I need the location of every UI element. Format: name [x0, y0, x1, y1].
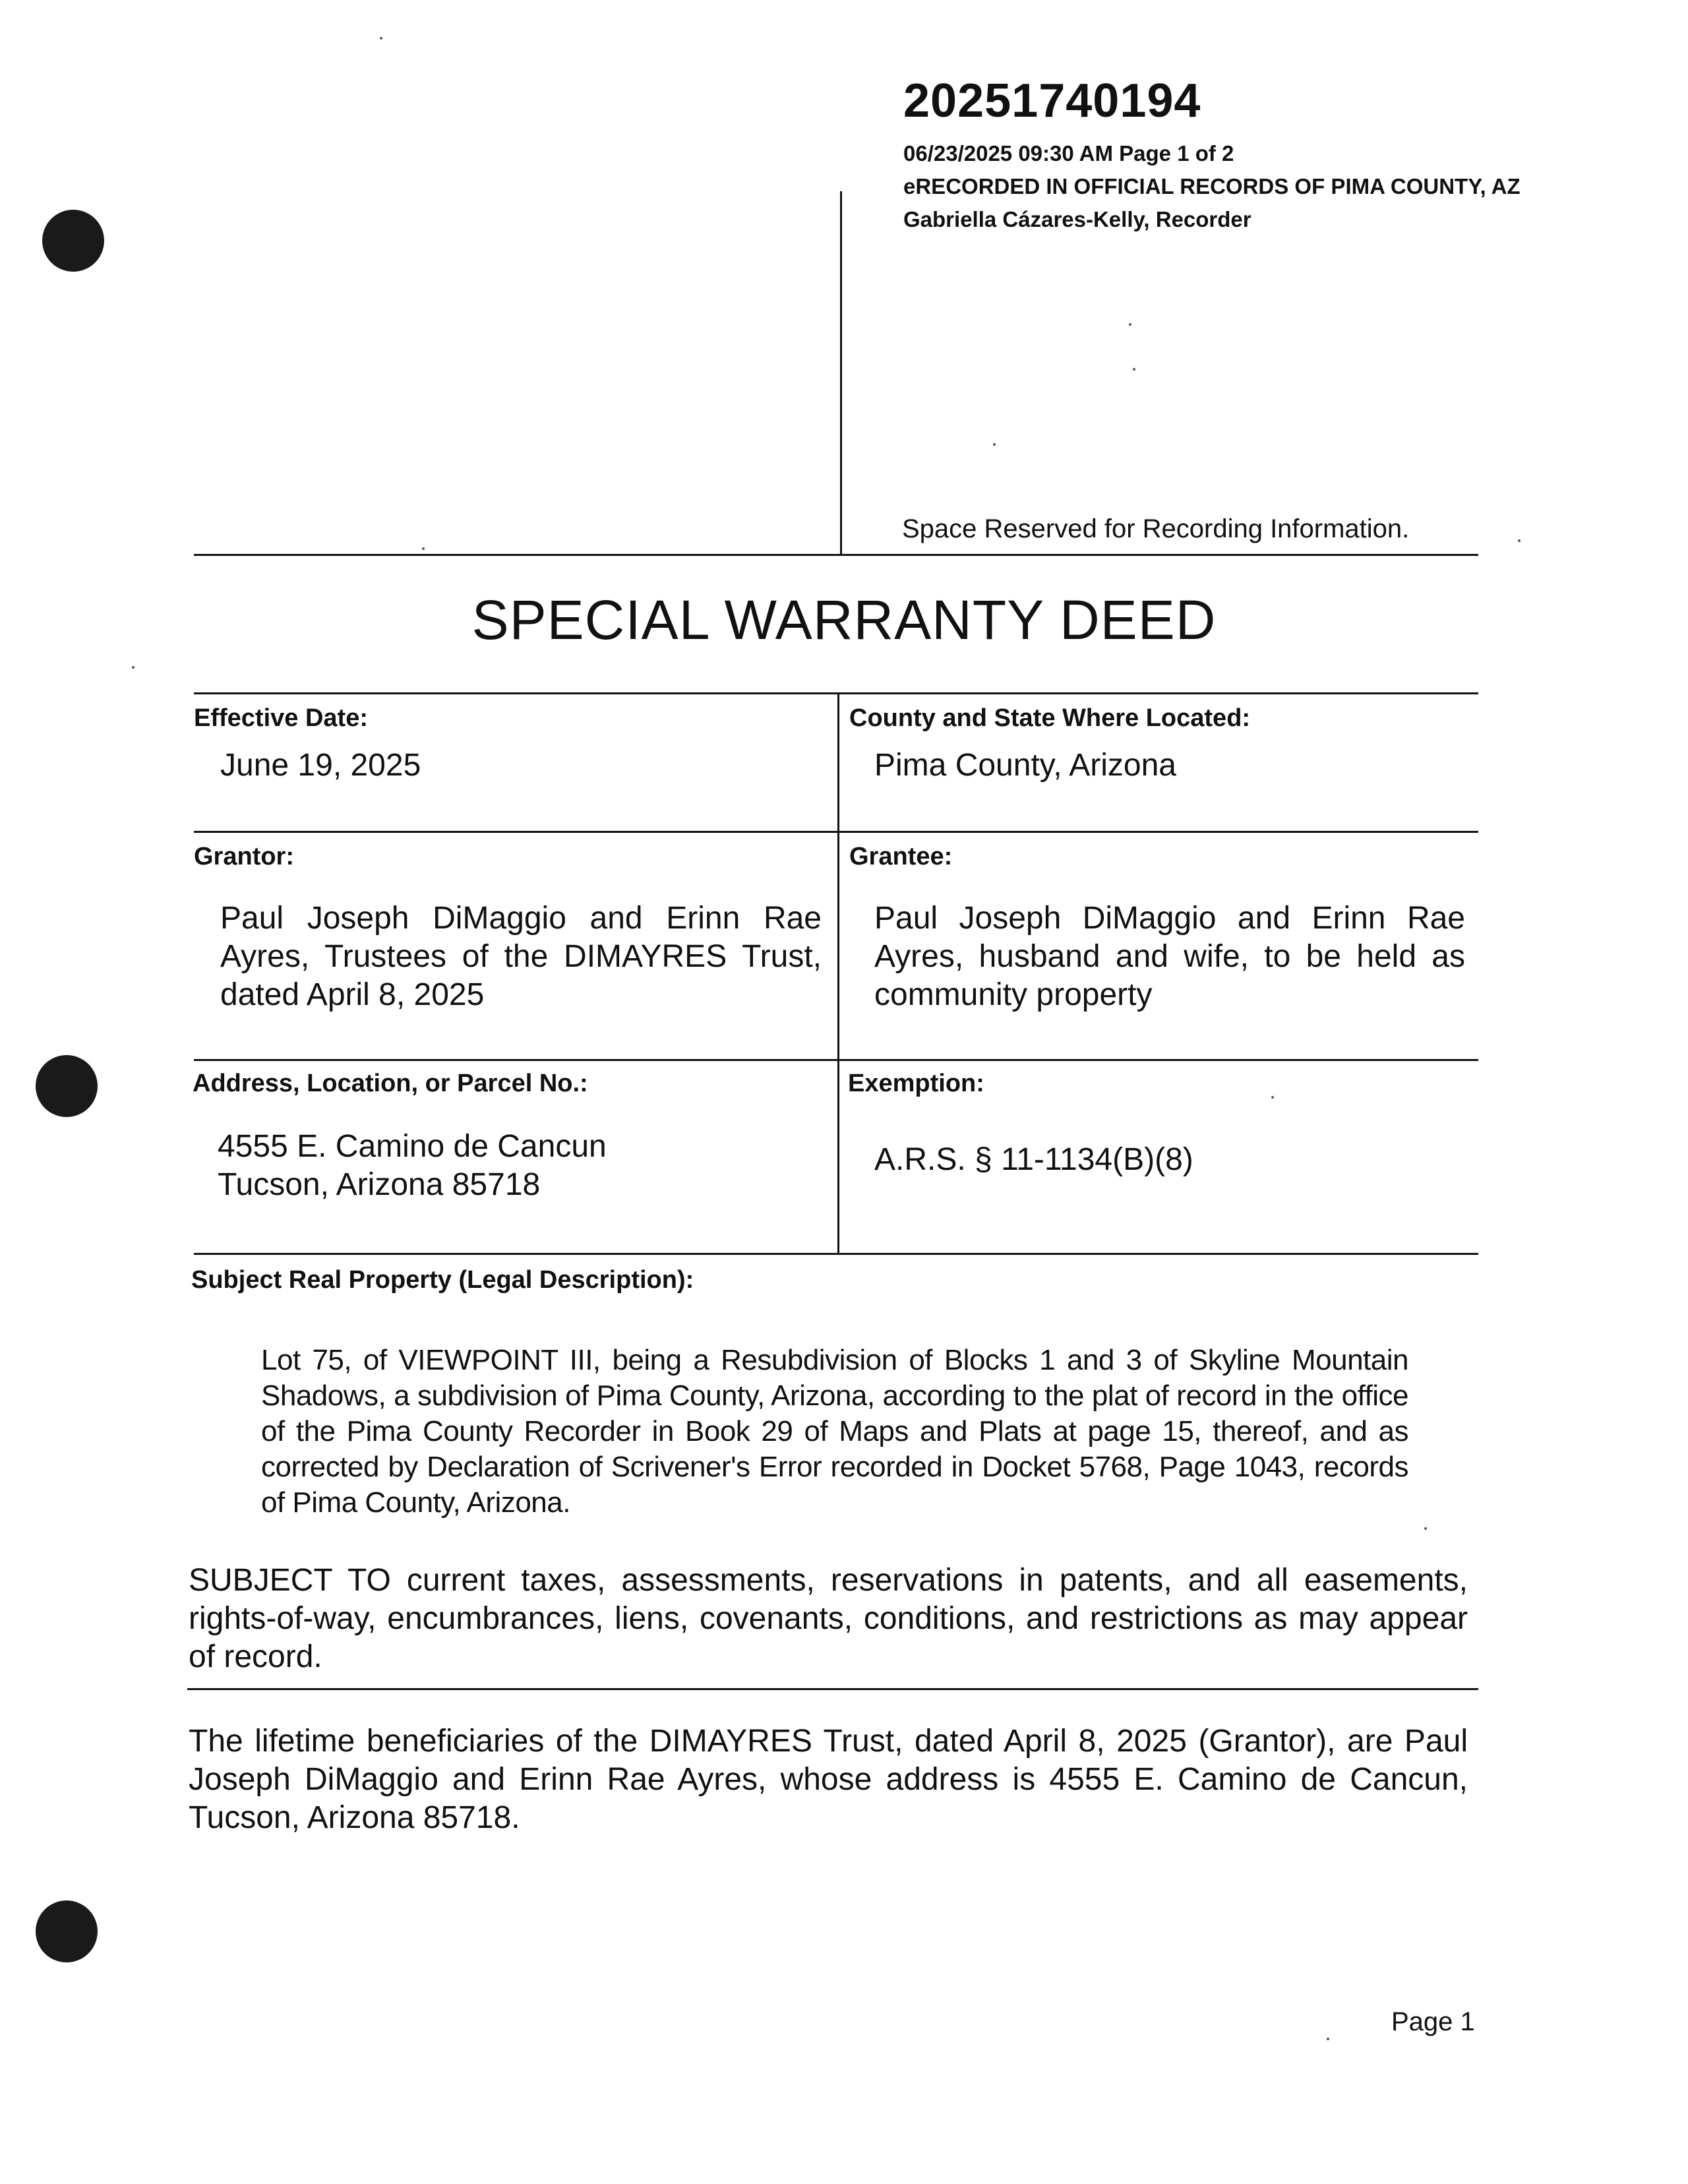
- grantor-value: Paul Joseph DiMaggio and Erinn Rae Ayres, Trustees of the DIMAYRES Trust, dated April 8, 2025: [220, 901, 822, 1012]
- grantor-label: Grantor:: [194, 843, 294, 870]
- grantee-label: Grantee:: [849, 843, 953, 870]
- scan-speck: [1518, 539, 1521, 542]
- scan-speck: [1271, 1096, 1274, 1099]
- recording-number: 20251740194: [903, 75, 1201, 127]
- recording-space-note: Space Reserved for Recording Information.: [902, 514, 1410, 543]
- scan-speck: [422, 547, 425, 550]
- exemption-label: Exemption:: [848, 1070, 984, 1097]
- recording-office: eRECORDED IN OFFICIAL RECORDS OF PIMA COUNTY, AZ: [903, 174, 1521, 198]
- subject-to-clause: SUBJECT TO current taxes, assessments, reservations in patents, and all easements, rights-of-way, encumbrances, liens, covenants, conditions, and restrictions as may appear of record.: [189, 1563, 1468, 1674]
- recorder-name: Gabriella Cázares-Kelly, Recorder: [903, 207, 1251, 231]
- address-label: Address, Location, or Parcel No.:: [193, 1070, 588, 1097]
- scan-speck: [1424, 1527, 1427, 1530]
- scan-speck: [380, 37, 382, 40]
- punch-hole-middle: [36, 1055, 98, 1117]
- county-state-value: Pima County, Arizona: [874, 748, 1176, 783]
- punch-hole-top: [42, 210, 104, 272]
- legal-description-label: Subject Real Property (Legal Description):: [191, 1266, 694, 1294]
- recording-box-divider: [840, 191, 842, 554]
- subject-to-rule: [187, 1688, 1478, 1690]
- recording-datetime: 06/23/2025 09:30 AM Page 1 of 2: [903, 141, 1234, 166]
- scan-speck: [132, 666, 135, 669]
- effective-date-value: June 19, 2025: [220, 748, 421, 783]
- row-rule-1: [194, 831, 1478, 833]
- beneficiaries-paragraph: The lifetime beneficiaries of the DIMAYRES Trust, dated April 8, 2025 (Grantor), are Paul Joseph DiMaggio and Erinn Rae Ayres, whose address is 4555 E. Camino de Cancun, Tucson, Arizona 85718.: [189, 1724, 1468, 1835]
- scan-speck: [1327, 2038, 1329, 2040]
- header-rule: [194, 554, 1478, 556]
- grantee-value: Paul Joseph DiMaggio and Erinn Rae Ayres, husband and wife, to be held as community property: [874, 901, 1465, 1012]
- scan-speck: [1129, 323, 1131, 326]
- address-line-2: Tucson, Arizona 85718: [218, 1167, 541, 1202]
- table-bottom-rule: [194, 1253, 1478, 1255]
- scan-speck: [1133, 368, 1135, 371]
- effective-date-label: Effective Date:: [194, 704, 368, 732]
- address-line-1: 4555 E. Camino de Cancun: [218, 1129, 607, 1164]
- table-top-rule: [194, 692, 1478, 694]
- row-rule-2: [194, 1059, 1478, 1061]
- document-title: SPECIAL WARRANTY DEED: [471, 589, 1217, 651]
- punch-hole-bottom: [36, 1900, 98, 1962]
- table-center-divider: [837, 692, 839, 1254]
- page-number: Page 1: [1391, 2007, 1475, 2036]
- county-state-label: County and State Where Located:: [849, 704, 1251, 732]
- legal-description-text: Lot 75, of VIEWPOINT III, being a Resubdivision of Blocks 1 and 3 of Skyline Mountain Shadows, a subdivision of Pima County, Arizona, according to the plat of record in the office of the Pima County Recorder in Book 29 of Maps and Plats at page 15, thereof, and as corrected by Declaration of Scrivener's Error recorded in Docket 5768, Page 1043, records of Pima County, Arizona.: [261, 1344, 1408, 1519]
- exemption-value: A.R.S. § 11-1134(B)(8): [874, 1142, 1193, 1177]
- scan-speck: [993, 443, 996, 446]
